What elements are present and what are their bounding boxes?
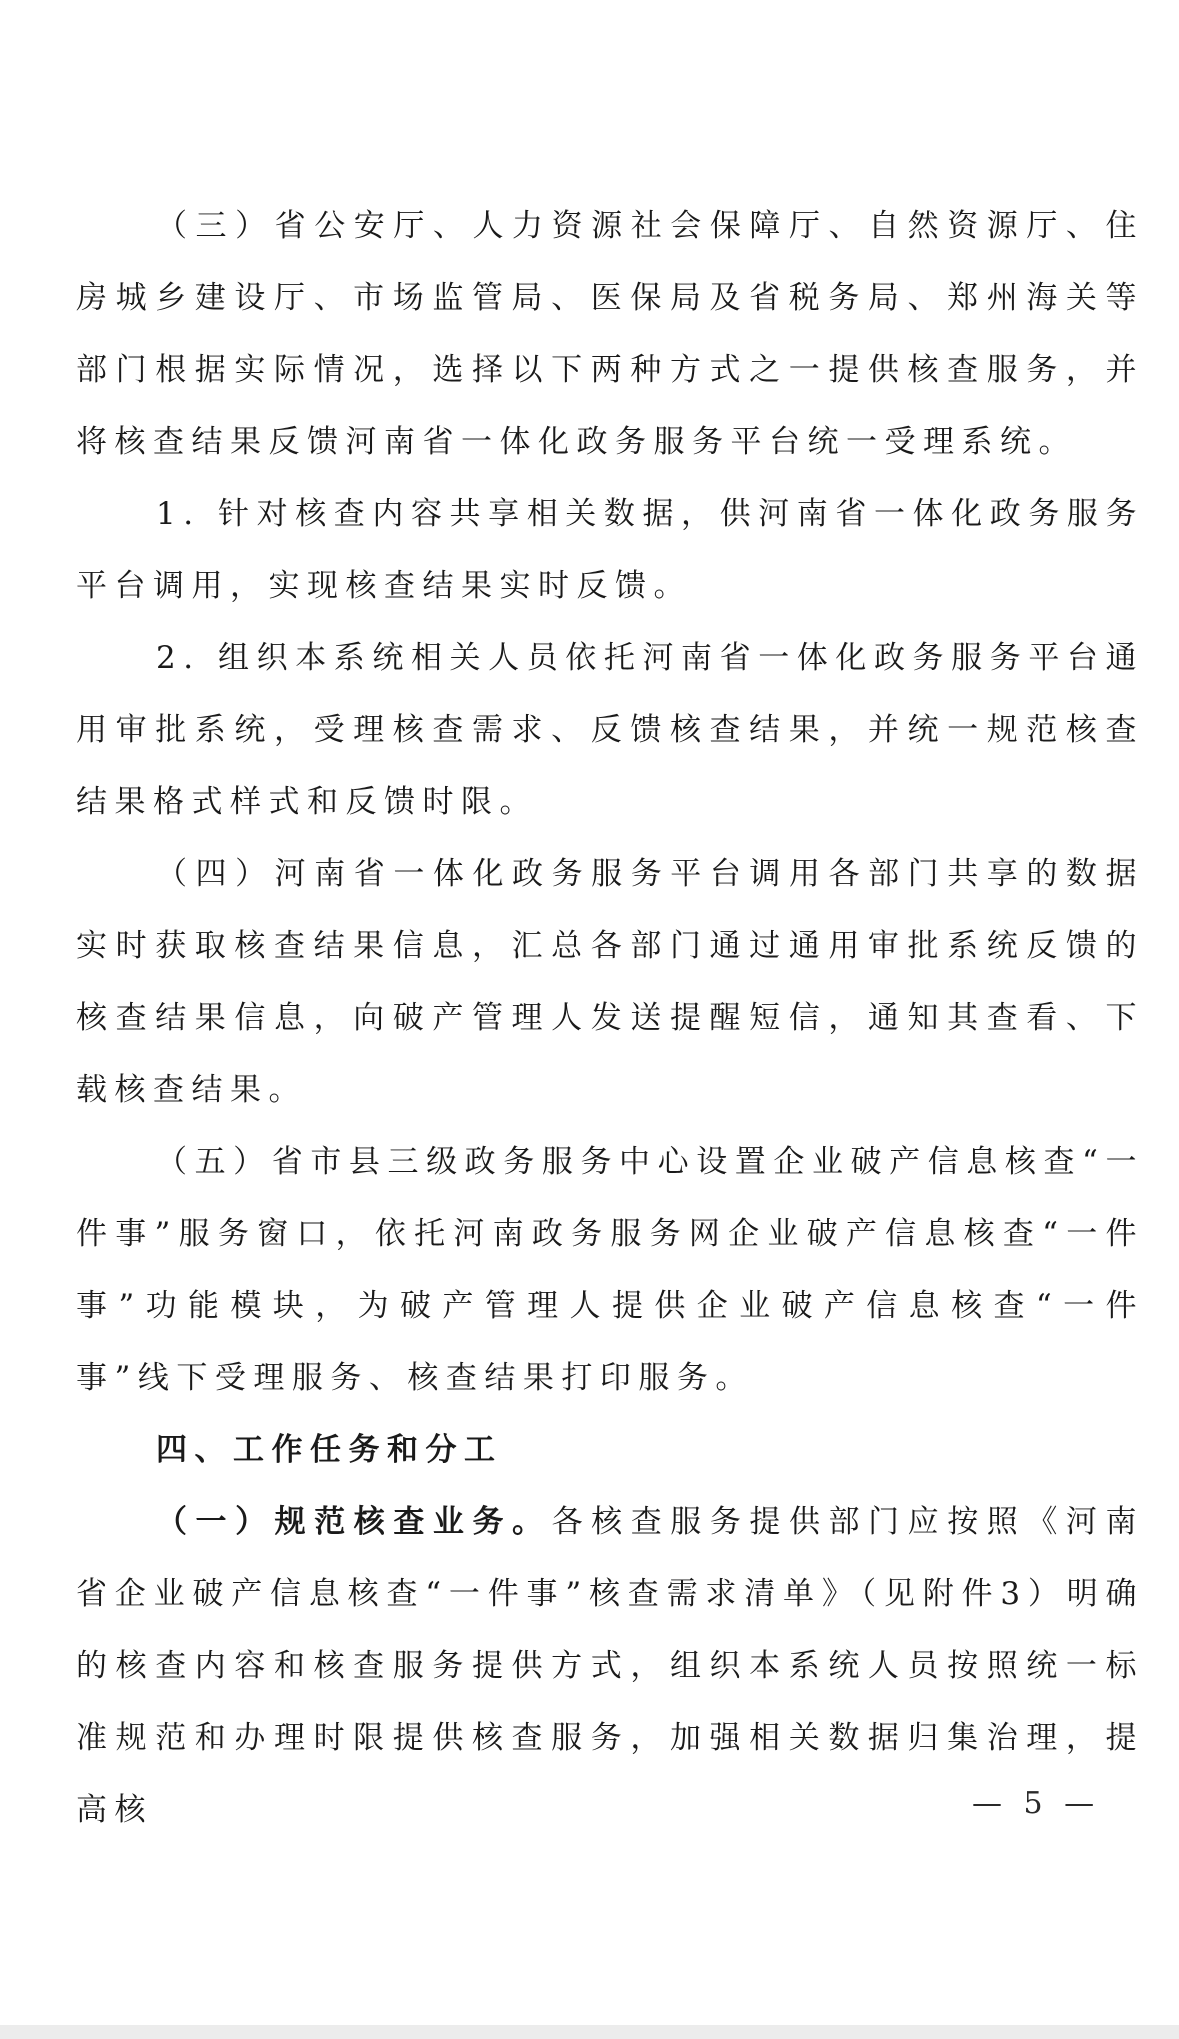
paragraph-item-4: （四）河南省一体化政务服务平台调用各部门共享的数据实时获取核查结果信息，汇总各部门通过通用审批系统反馈的核查结果信息，向破产管理人发送提醒短信，通知其查看、下载核查结果。 <box>76 856 1144 1108</box>
page-number: — 5 — <box>972 1786 1101 1821</box>
paragraph-item-3: （三）省公安厅、人力资源社会保障厅、自然资源厅、住房城乡建设厅、市场监管局、医保局及省税务局、郑州海关等部门根据实际情况，选择以下两种方式之一提供核查服务，并将核查结果反馈河南省一体化政务服务平台统一受理系统。 <box>76 208 1144 460</box>
document-body <box>76 190 1144 1846</box>
paragraph-body-text: 各核查服务提供部门应按照《河南省企业破产信息核查“一件事”核查需求清单》（见附件3）明确的核查内容和核查服务提供方式，组织本系统人员按照统一标准规范和办理时限提供核查服务，加强相关数据归集治理，提高核 <box>76 1504 1144 1828</box>
paragraph-subitem-2: 2. 组织本系统相关人员依托河南省一体化政务服务平台通用审批系统，受理核查需求、反馈核查结果，并统一规范核查结果格式样式和反馈时限。 <box>76 640 1144 820</box>
paragraph-subitem-1: 1. 针对核查内容共享相关数据，供河南省一体化政务服务平台调用，实现核查结果实时反馈。 <box>76 496 1144 604</box>
section-heading: 四、工作任务和分工 <box>156 1432 503 1468</box>
bottom-edge-bar <box>0 2025 1179 2039</box>
paragraph-item-5: （五）省市县三级政务服务中心设置企业破产信息核查“一件事”服务窗口，依托河南政务服务网企业破产信息核查“一件事”功能模块，为破产管理人提供企业破产信息核查“一件事”线下受理服务、核查结果打印服务。 <box>76 1144 1144 1396</box>
paragraph-lead-bold: （一）规范核查业务。 <box>156 1504 552 1540</box>
